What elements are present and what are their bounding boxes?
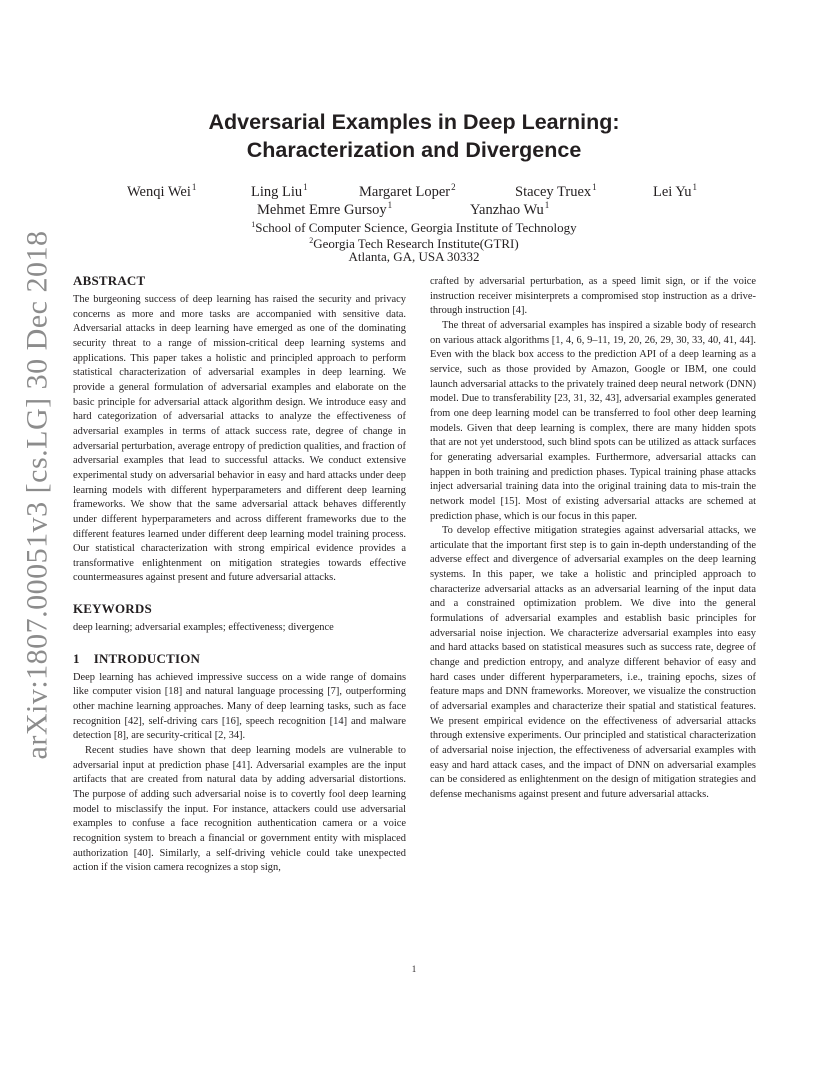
intro-paragraph-3: crafted by adversarial perturbation, as a speed limit sign, or if the voice instruction receiver misinterprets a compromised stop instruction as a drive-through instruction [4]. xyxy=(430,276,756,317)
right-column xyxy=(430,275,756,803)
author: Ling Liu$^1$ xyxy=(251,182,308,200)
intro-paragraph-1: Deep learning has achieved impressive success on a wide range of domains like computer vision [18] and natural language processing [7], outperforming other machine learning approaches. Many of deep learning tasks, such as face recognition [42], self-driving cars [16], speech recognition [14] and malware detection [8], are security-critical [2, 34]. xyxy=(73,671,406,742)
section-number: 1 xyxy=(73,650,80,666)
affiliation-1: $^1$School of Computer Science, Georgia Institute of Technology xyxy=(251,220,577,235)
author: Yanzhao Wu$^1$ xyxy=(470,200,550,218)
author: Mehmet Emre Gursoy$^1$ xyxy=(257,200,393,218)
author: Stacey Truex$^1$ xyxy=(515,182,597,200)
affiliation-2: $^2$Georgia Tech Research Institute(GTRI) xyxy=(309,236,519,251)
arxiv-id: arXiv:1807.00051v3 [cs.LG] 30 Dec 2018 xyxy=(20,230,53,760)
arxiv-watermark xyxy=(18,230,56,760)
keywords-heading: KEYWORDS xyxy=(73,601,152,617)
title-line-2: Characterization and Divergence xyxy=(246,138,582,162)
intro-paragraph-4: The threat of adversarial examples has inspired a sizable body of research on various attack algorithms [1, 4, 6, 9–11, 19, 20, 26, 29, 30, 33, 40, 41, 44]. Even with the black box access to the prediction API of a deep learning as a service, such as those provided by Amazon, Google or IBM, one could launch adversarial attacks to the privately trained deep neural network (DNN) model. Due to transferability [23, 31, 32, 43], adversarial examples generated from one deep learning model can be transferred to fool other deep learning models. Given that deep learning is complex, there are many hidden spots that are not yet understood, such blind spots can be utilized as attack surfaces for generating adversarial examples. Furthermore, adversarial attacks can happen in both training and prediction phases. Typical training phase attacks inject adversarial training data into the original training data to mis-train the network model [15]. Most of existing adversarial attacks are schemed at prediction phase, which is our focus in this paper. xyxy=(430,319,756,522)
paper-title xyxy=(0,108,828,164)
affiliation-location: Atlanta, GA, USA 30332 xyxy=(348,249,480,264)
left-column xyxy=(73,273,406,876)
author: Margaret Loper$^2$ xyxy=(359,182,456,200)
author: Wenqi Wei$^1$ xyxy=(127,182,197,200)
intro-paragraph-5: To develop effective mitigation strategies against adversarial attacks, we articulate that the important first step is to gain in-depth understanding of the adverse effect and divergence of adversarial examples on the deep learning systems. In this paper, we take a holistic and principled approach to characterize adversarial attacks as an adversarial learning of the input data and a constrained optimization problem. We dive into the general formulations of adversarial examples and establish basic principles for adversarial noise injection. We characterize adversarial examples into easy and hard attacks based on statistical measures such as success rate, degree of change and prediction entropy, and analyze different behavior of easy and hard cases under different hyperparameters, i.e., training epochs, sizes of feature maps and DNN frameworks. Moreover, we visualize the construction of adversarial examples and characterize their spatial and statistical features. We present empirical evidence on the effectiveness of adversarial attacks through extensive experiments. Our principled and statistical characterization of adversarial noise injection, the effectiveness of adversarial examples with easy and hard attack cases, and the impact of DNN on adversarial examples can be considered as enlightenment on the design of mitigation strategies and defense mechanisms against present and future adversarial attacks. xyxy=(430,525,756,800)
keywords-text: deep learning; adversarial examples; effectiveness; divergence xyxy=(73,622,334,634)
intro-paragraph-2: Recent studies have shown that deep learning models are vulnerable to adversarial input at prediction phase [41]. Adversarial examples are the input artifacts that are created from natural data by adding adversarial distortions. The purpose of adding such adversarial noise is to covertly fool deep learning model to misclassify the input. For instance, attackers could use adversarial examples to confuse a face recognition authentication camera or a voice recognition system to breach a financial or government entity with misplaced authorization [40]. Similarly, a self-driving vehicle could take unexpected action if the vision camera recognizes a stop sign, xyxy=(73,745,406,874)
section-title: INTRODUCTION xyxy=(93,650,201,666)
abstract-text: The burgeoning success of deep learning has raised the security and privacy concerns as more and more tasks are accompanied with sensitive data. Adversarial attacks in deep learning have emerged as one of the dominating security threat to a range of mission-critical deep learning systems and applications. This paper takes a holistic and principled approach to perform statistical characterization of adversarial examples in deep learning. We provide a general formulation of adversarial examples and elaborate on the basic principle for adversarial attack algorithm design. We introduce easy and hard categorization of adversarial attacks to analyze the effectiveness of adversarial examples in terms of attack success rate, degree of change in adversarial perturbation, average entropy of prediction qualities, and fraction of adversarial examples that lead to successful attacks. We conduct extensive experimental study on adversarial behavior in easy and hard attacks under deep learning models with different hyperparameters and different deep learning frameworks. We show that the same adversarial attack behaves differently under different hyperparameters and across different frameworks due to the different features learned under different deep learning model training process. Our statistical characterization with strong empirical evidence provides a transformative enlightenment on mitigation strategies towards effective countermeasures against present and future adversarial attacks. xyxy=(73,294,406,584)
title-line-1: Adversarial Examples in Deep Learning: xyxy=(208,110,620,134)
page-number: 1 xyxy=(411,964,417,974)
author: Lei Yu$^1$ xyxy=(653,182,698,200)
introduction-heading xyxy=(73,651,406,667)
abstract-heading: ABSTRACT xyxy=(73,273,146,288)
